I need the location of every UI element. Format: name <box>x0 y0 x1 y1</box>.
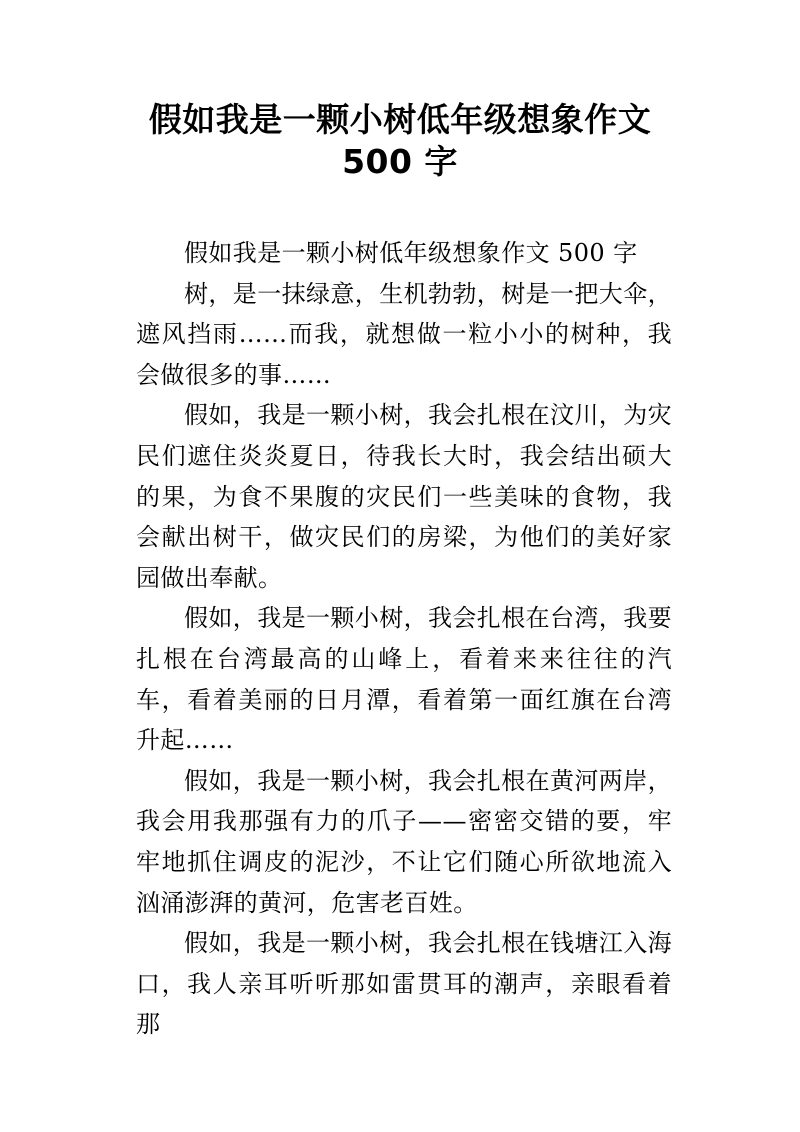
document-title-line2: 500 字 <box>342 142 458 181</box>
paragraph-yellow-river: 假如，我是一颗小树，我会扎根在黄河两岸，我会用我那强有力的爪子——密密交错的要，牢牢地抓住调皮的泥沙，不让它们随心所欲地流入汹涌澎湃的黄河，危害老百姓。 <box>136 766 672 917</box>
document-title-line1: 假如我是一颗小树低年级想象作文 <box>148 100 652 139</box>
paragraph-heading: 假如我是一颗小树低年级想象作文 500 字 <box>184 239 638 267</box>
paragraph-intro: 树，是一抹绿意，生机勃勃，树是一把大伞，遮风挡雨……而我，就想做一粒小小的树种，我会做很多的事…… <box>136 279 672 389</box>
document-body <box>136 233 672 1045</box>
paragraph-wenchuan: 假如，我是一颗小树，我会扎根在汶川，为灾民们遮住炎炎夏日，待我长大时，我会结出硕大的果，为食不果腹的灾民们一些美味的食物，我会献出树干，做灾民们的房梁，为他们的美好家园做出奉献。 <box>136 401 672 592</box>
paragraph-taiwan: 假如，我是一颗小树，我会扎根在台湾，我要扎根在台湾最高的山峰上，看着来来往往的汽车，看着美丽的日月潭，看着第一面红旗在台湾升起…… <box>136 604 672 755</box>
paragraph-qiantang: 假如，我是一颗小树，我会扎根在钱塘江入海口，我人亲耳听听那如雷贯耳的潮声，亲眼看着那 <box>136 929 672 1039</box>
